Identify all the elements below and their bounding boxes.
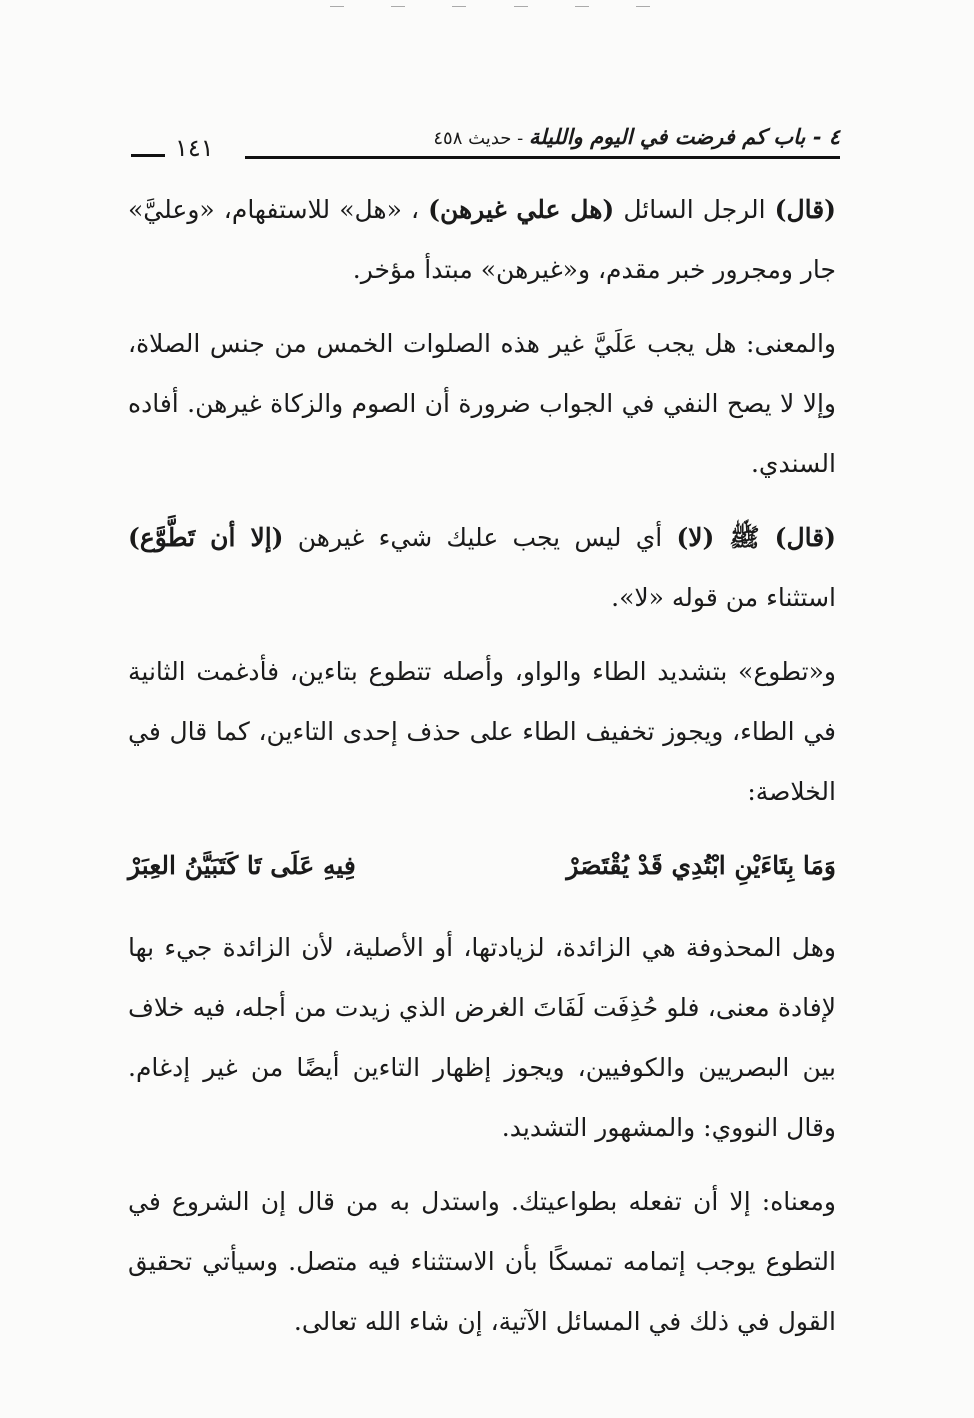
paragraph-4: [128, 642, 836, 822]
paragraph-text: وهل المحذوفة هي الزائدة، لزيادتها، أو الأصلية، لأن الزائدة جيء بها لإفادة معنى، فلو حُذِفَت لَفَاتَ الغرض الذي زيدت من أجله، فيه خلاف بين البصريين والكوفيين، ويجوز إظهار التاءين أيضًا من غير إدغام. وقال النووي: والمشهور التشديد.: [128, 933, 836, 1142]
page-body: [128, 180, 836, 1366]
paragraph-6: [128, 1172, 836, 1352]
bold-lead: (قال): [774, 195, 836, 224]
paragraph-5: [128, 918, 836, 1158]
header-rule: [245, 156, 840, 159]
paragraph-text: والمعنى: هل يجب عَلَيَّ غير هذه الصلوات الخمس من جنس الصلاة، وإلا لا يصح النفي في الجواب ضرورة أن الصوم والزكاة غيرهن. أفاده السندي.: [128, 329, 836, 478]
paragraph-text: و«تطوع» بتشديد الطاء والواو، وأصله تتطوع بتاءين، فأدغمت الثانية في الطاء، ويجوز تخفيف الطاء على حذف إحدى التاءين، كما قال في الخلاصة:: [128, 657, 836, 806]
poetry-verse: [128, 836, 836, 896]
paragraph-text: أي ليس يجب عليك شيء غيرهن: [283, 523, 677, 552]
paragraph-text-2: استثناء من قوله «لا».: [611, 583, 836, 612]
paragraph-text-2: ، «هل» للاستفهام، «وعليَّ» جار ومجرور خبر مقدم، و«غيرهن» مبتدأ مؤخر.: [128, 195, 836, 284]
paragraph-1: [128, 180, 836, 300]
paragraph-2: [128, 314, 836, 494]
bold-lead: (قال) ﷺ (لا): [676, 523, 836, 552]
verse-second-hemistich: فِيهِ عَلَى تَا كَتَبَيَّنُ العِبَرْ: [128, 851, 356, 880]
page-number: ١٤١: [175, 134, 214, 162]
paragraph-text: الرجل السائل: [614, 195, 775, 224]
bold-quote: (إلا أن تَطَّوَّع): [128, 523, 284, 552]
top-scan-marks: [330, 6, 650, 8]
hadith-number: - حديث ٤٥٨: [433, 128, 529, 149]
verse-first-hemistich: وَمَا بِتَاءَيْنِ ابْتُدِي قَدْ يُقْتَصَرْ: [566, 851, 836, 880]
page-header: [125, 118, 840, 168]
paragraph-text: ومعناه: إلا أن تفعله بطواعيتك. واستدل به من قال إن الشروع في التطوع يوجب إتمامه تمسكًا بأن الاستثناء فيه متصل. وسيأتي تحقيق القول في ذلك في المسائل الآتية، إن شاء الله تعالى.: [128, 1187, 836, 1336]
bold-quote: (هل علي غيرهن): [428, 195, 615, 224]
running-title: [433, 124, 840, 149]
page-number-dash: [131, 154, 165, 157]
paragraph-3: [128, 508, 836, 628]
chapter-title: ٤ - باب كم فرضت في اليوم والليلة: [528, 124, 840, 149]
